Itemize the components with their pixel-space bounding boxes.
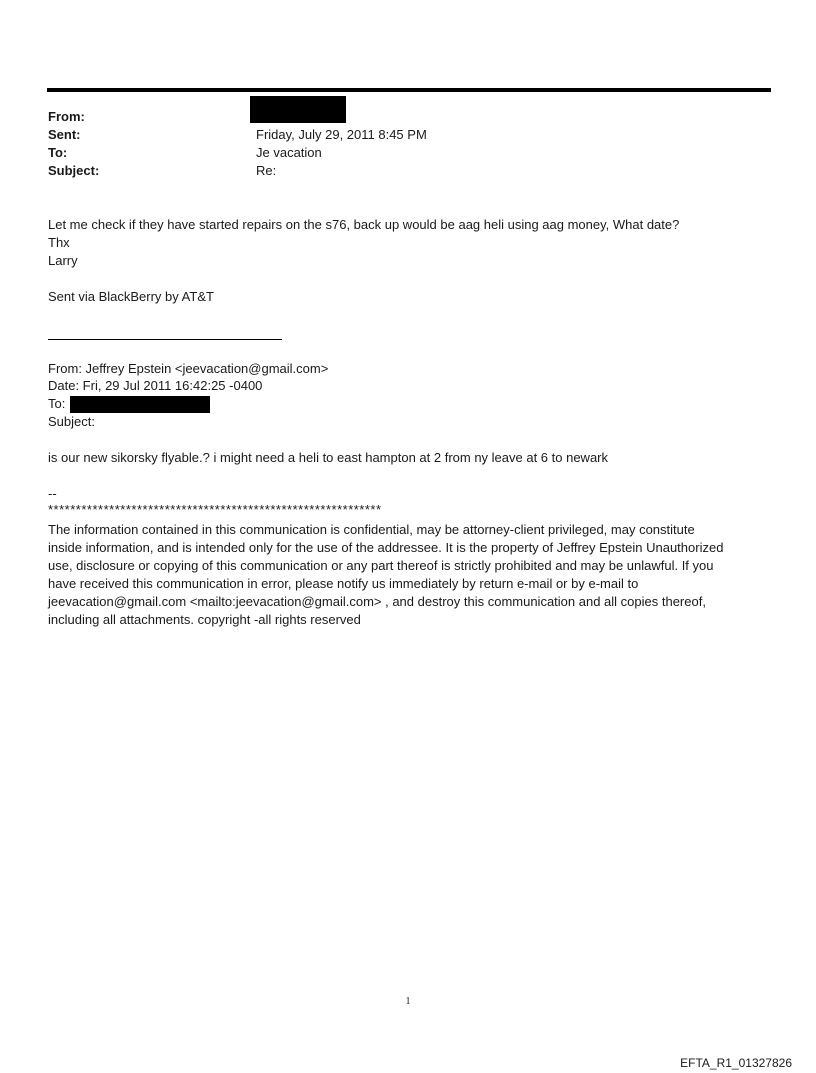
original-to-label: To:: [48, 396, 66, 411]
disclaimer-line-3: use, disclosure or copying of this communication or any part thereof is strictly prohibited and may be unlawful. If you: [48, 558, 714, 573]
original-body: is our new sikorsky flyable.? i might need a heli to east hampton at 2 from ny leave at 6 to newark: [48, 450, 609, 465]
disclaimer-line-4: have received this communication in error, please notify us immediately by return e-mail or by e-mail to: [48, 576, 639, 591]
sent-label: Sent:: [48, 127, 81, 142]
reply-line-2: Thx: [48, 235, 70, 250]
from-label: From:: [48, 109, 85, 124]
to-value: Je vacation: [256, 145, 322, 160]
page-number: 1: [405, 996, 411, 1007]
original-date: Date: Fri, 29 Jul 2011 16:42:25 -0400: [48, 378, 263, 393]
subject-value: Re:: [256, 163, 277, 178]
disclaimer-line-6: including all attachments. copyright -all rights reserved: [48, 612, 361, 627]
original-from: From: Jeffrey Epstein <jeevacation@gmail.com>: [48, 361, 329, 376]
quote-separator: [48, 339, 282, 340]
to-label: To:: [48, 145, 68, 160]
reply-signature: Sent via BlackBerry by AT&T: [48, 289, 214, 304]
redacted-to-value: [70, 396, 210, 413]
header-rule: [47, 88, 771, 92]
asterisk-line: ************************************************************: [48, 502, 382, 517]
disclaimer-line-5: jeevacation@gmail.com <mailto:jeevacation@gmail.com> , and destroy this communication and all copies thereof,: [48, 594, 706, 609]
original-subject: Subject:: [48, 414, 95, 429]
sent-value: Friday, July 29, 2011 8:45 PM: [256, 127, 427, 142]
reply-line-3: Larry: [48, 253, 78, 268]
disclaimer-line-1: The information contained in this communication is confidential, may be attorney-client privileged, may constitute: [48, 522, 695, 537]
redacted-from-value: [250, 96, 346, 123]
disclaimer-line-2: inside information, and is intended only for the use of the addressee. It is the property of Jeffrey Epstein Unauthorized: [48, 540, 724, 555]
reply-line-1: Let me check if they have started repairs on the s76, back up would be aag heli using aag money, What date?: [48, 217, 680, 232]
document-id: EFTA_R1_01327826: [680, 1056, 792, 1070]
subject-label: Subject:: [48, 163, 100, 178]
signature-dash: --: [48, 486, 57, 501]
